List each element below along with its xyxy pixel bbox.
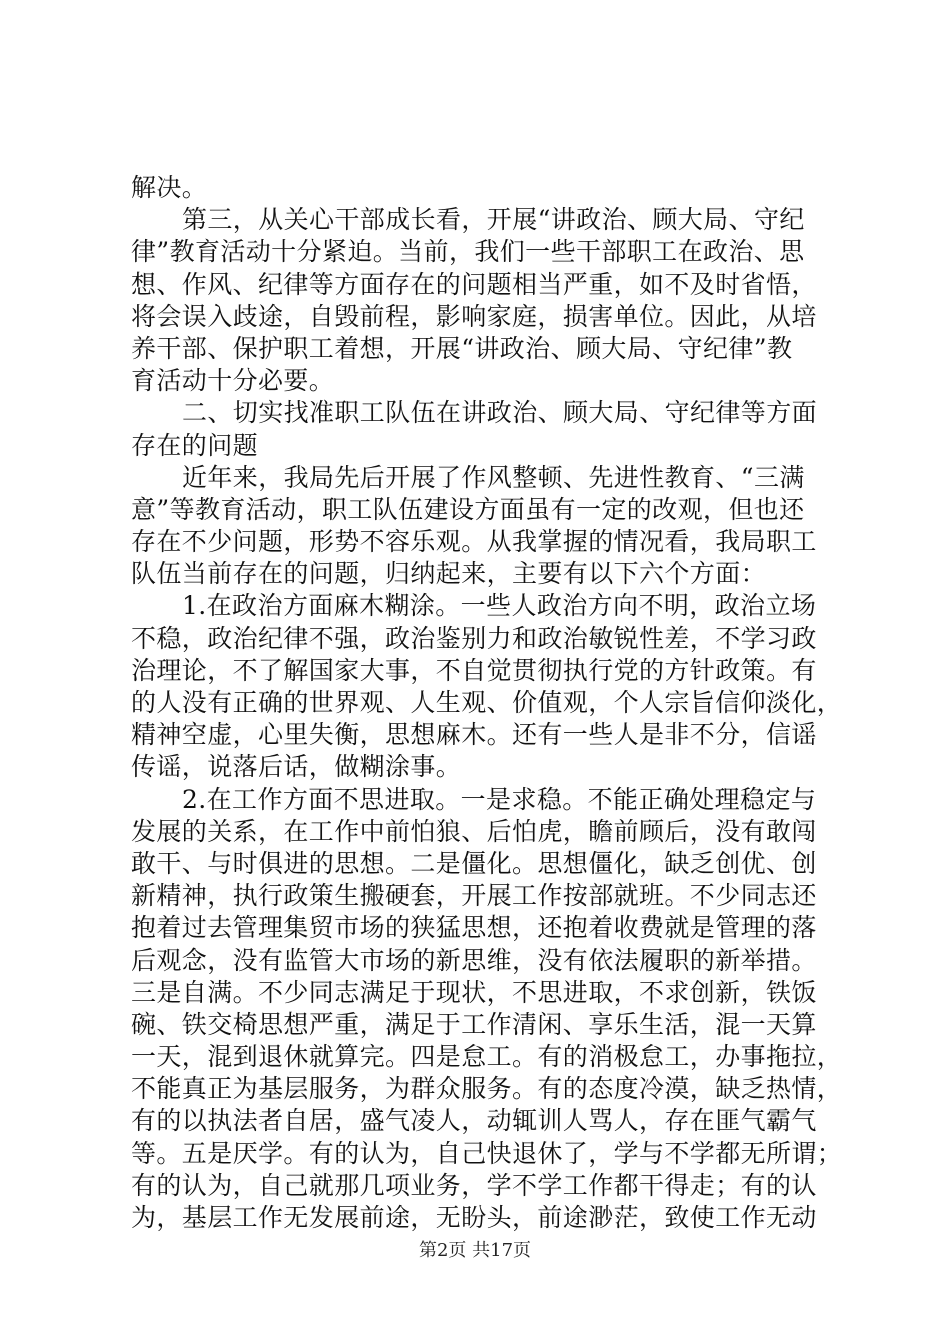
text-line: 发展的关系，在工作中前怕狼、后怕虎，瞻前顾后，没有敢闯 [131,816,817,846]
text-line: 存在不少问题，形势不容乐观。从我掌握的情况看，我局职工 [131,527,817,557]
text-line: 近年来，我局先后开展了作风整顿、先进性教育、“三满 [182,462,805,492]
text-line: 不能真正为基层服务，为群众服务。有的态度冷漠，缺乏热情， [131,1074,843,1104]
text-line: 后观念，没有监管大市场的新思维，没有依法履职的新举措。 [131,945,817,975]
text-line: 第三，从关心干部成长看，开展“讲政治、顾大局、守纪 [182,205,805,235]
text-line: 不稳，政治纪律不强，政治鉴别力和政治敏锐性差，不学习政 [131,623,817,653]
text-line: 2.在工作方面不思进取。一是求稳。不能正确处理稳定与 [182,784,817,814]
text-line: 新精神，执行政策生搬硬套，开展工作按部就班。不少同志还 [131,881,817,911]
text-line: 律”教育活动十分紧迫。当前，我们一些干部职工在政治、思 [131,237,805,267]
text-line: 养干部、保护职工着想，开展“讲政治、顾大局、守纪律”教 [131,333,793,363]
text-line: 的人没有正确的世界观、人生观、价值观，个人宗旨信仰淡化， [131,688,843,717]
text-line: 想、作风、纪律等方面存在的问题相当严重，如不及时省悟， [131,269,817,299]
text-line: 将会误入歧途，自毁前程，影响家庭，损害单位。因此，从培 [131,301,817,331]
text-line: 一天，混到退休就算完。四是怠工。有的消极怠工，办事拖拉， [131,1042,843,1072]
page-number-footer: 第2页 共17页 [418,1240,532,1261]
section-heading-line: 存在的问题 [131,430,259,460]
text-line: 抱着过去管理集贸市场的狭猛思想，还抱着收费就是管理的落 [131,913,817,943]
text-line: 意”等教育活动，职工队伍建设方面虽有一定的改观，但也还 [131,494,805,524]
text-line: 传谣，说落后话，做糊涂事。 [131,752,462,782]
text-line: 1.在政治方面麻木糊涂。一些人政治方向不明，政治立场 [182,591,817,621]
document-body [131,172,843,1234]
text-line: 有的以执法者自居，盛气凌人，动辄训人骂人，存在匪气霸气 [131,1106,817,1136]
text-line: 三是自满。不少同志满足于现状，不思进取，不求创新，铁饭 [131,977,817,1007]
text-line: 为，基层工作无发展前途，无盼头，前途渺茫，致使工作无动 [131,1203,817,1232]
text-line: 解决。 [131,173,208,202]
text-line: 有的认为，自己就那几项业务，学不学工作都干得走；有的认 [131,1170,817,1200]
text-line: 等。五是厌学。有的认为，自己快退休了，学与不学都无所谓； [131,1138,843,1168]
section-heading-line: 二、切实找准职工队伍在讲政治、顾大局、守纪律等方面 [182,398,818,428]
text-line: 碗、铁交椅思想严重，满足于工作清闲、享乐生活，混一天算 [131,1009,817,1039]
text-line: 治理论，不了解国家大事，不自觉贯彻执行党的方针政策。有 [131,655,817,685]
text-line: 精神空虚，心里失衡，思想麻木。还有一些人是非不分，信谣 [131,720,817,750]
text-line: 敢干、与时俱进的思想。二是僵化。思想僵化，缺乏创优、创 [131,848,817,878]
text-line: 育活动十分必要。 [131,366,335,396]
text-line: 队伍当前存在的问题，归纳起来，主要有以下六个方面： [131,559,767,589]
